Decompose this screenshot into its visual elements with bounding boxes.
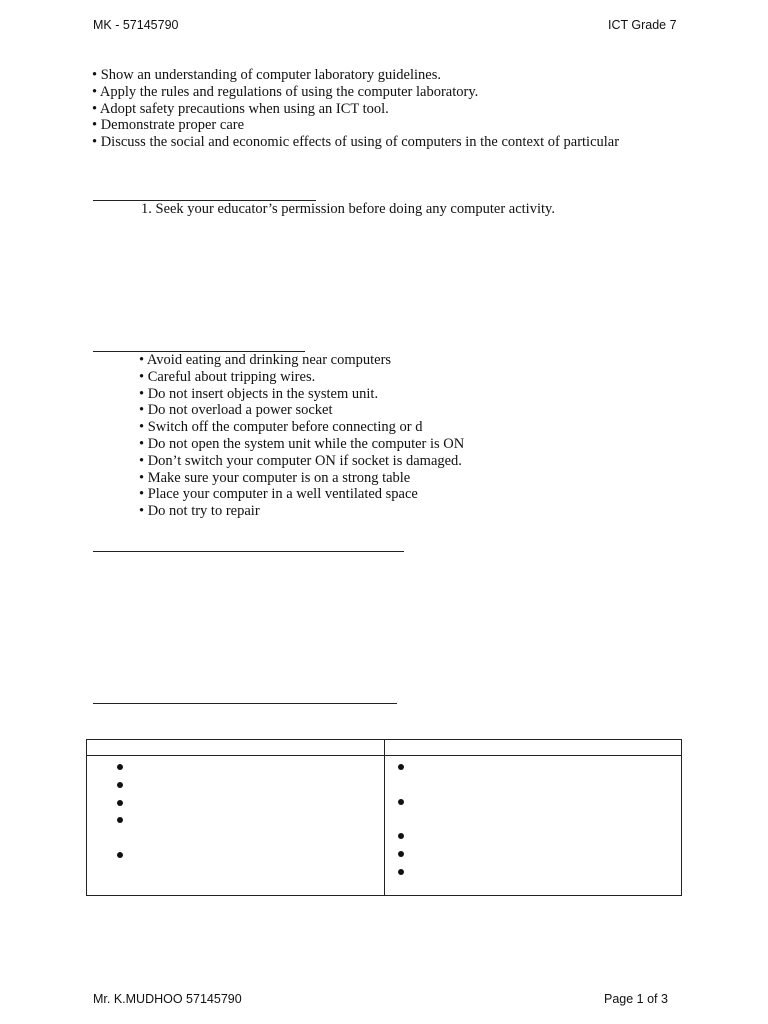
table-header-cell-left bbox=[87, 740, 385, 756]
safety-precautions-list bbox=[139, 352, 464, 520]
header-left: MK - 57145790 bbox=[93, 18, 179, 32]
objective-item: • Adopt safety precautions when using an ICT tool. bbox=[92, 100, 389, 117]
objective-item: • Apply the rules and regulations of using the computer laboratory. bbox=[92, 83, 479, 100]
blank-heading-line-4 bbox=[93, 703, 397, 704]
objective-item: • Show an understanding of computer laboratory guidelines. bbox=[92, 67, 441, 83]
bullet-icon bbox=[117, 852, 123, 858]
blank-heading-line-3 bbox=[93, 551, 404, 552]
table-header-cell-right bbox=[385, 740, 682, 756]
safety-item: • Switch off the computer before connecting or d bbox=[139, 419, 423, 436]
footer-left: Mr. K.MUDHOO 57145790 bbox=[93, 992, 242, 1006]
objective-item: • Demonstrate proper care bbox=[92, 117, 245, 134]
safety-item: • Make sure your computer is on a strong table bbox=[139, 469, 411, 486]
safety-item: • Do not try to repair bbox=[139, 503, 260, 520]
bullet-icon bbox=[117, 817, 123, 823]
bullet-icon bbox=[117, 782, 123, 788]
safety-item: • Avoid eating and drinking near computers bbox=[139, 352, 392, 368]
bullet-icon bbox=[117, 764, 123, 770]
bullet-icon bbox=[398, 799, 404, 805]
objective-item: • Discuss the social and economic effects of using of computers in the context of particular bbox=[92, 134, 620, 151]
safety-item: • Careful about tripping wires. bbox=[139, 368, 316, 385]
footer-right: Page 1 of 3 bbox=[604, 992, 668, 1006]
bullet-icon bbox=[117, 800, 123, 806]
safety-item: • Do not overload a power socket bbox=[139, 402, 333, 419]
comparison-table bbox=[86, 739, 682, 896]
table-cell-right bbox=[385, 756, 682, 896]
rule-item-1: 1. Seek your educator’s permission before doing any computer activity. bbox=[141, 201, 555, 217]
bullet-icon bbox=[398, 869, 404, 875]
safety-item: • Do not insert objects in the system unit. bbox=[139, 385, 379, 402]
bullet-icon bbox=[398, 851, 404, 857]
safety-item: • Place your computer in a well ventilated space bbox=[139, 486, 418, 503]
table-header-row bbox=[87, 740, 682, 756]
bullet-icon bbox=[398, 764, 404, 770]
header-right: ICT Grade 7 bbox=[608, 18, 677, 32]
safety-item: • Don’t switch your computer ON if socket is damaged. bbox=[139, 452, 462, 469]
objectives-list bbox=[92, 67, 732, 151]
safety-item: • Do not open the system unit while the computer is ON bbox=[139, 435, 465, 452]
table-cell-left bbox=[87, 756, 385, 896]
bullet-icon bbox=[398, 833, 404, 839]
table-row bbox=[87, 756, 682, 896]
